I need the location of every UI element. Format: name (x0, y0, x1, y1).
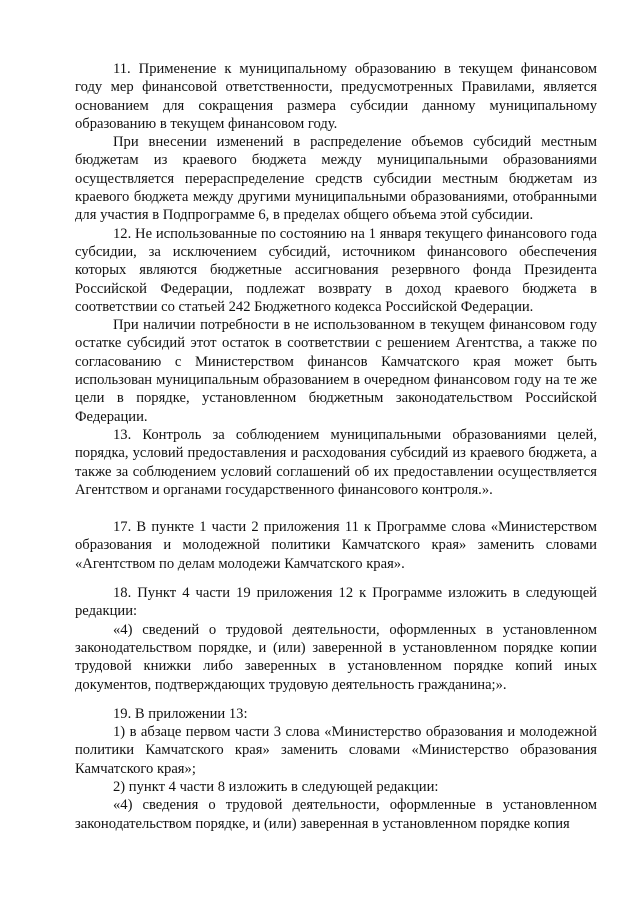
paragraph-12-unused-subsidies: 12. Не использованные по состоянию на 1 января текущего финансового года субсидии, за исключением субсидий, источником финансового обеспечения которых являются бюджетные ассигнования резервного фонда Президента Российской Федерации, подлежат возврату в доход краевого бюджета в соответствии со статьей 242 Бюджетного кодекса Российской Федерации. (75, 225, 597, 315)
paragraph-item-19: 19. В приложении 13: (113, 705, 248, 722)
paragraph-item-19-1: 1) в абзаце первом части 3 слова «Министерство образования и молодежной политики Камчатского края» заменить словами «Министерство образования Камчатского края»; (75, 724, 597, 777)
paragraph-item-19-2: 2) пункт 4 части 8 изложить в следующей редакции: (113, 778, 439, 795)
paragraph-item-18: 18. Пункт 4 части 19 приложения 12 к Программе изложить в следующей редакции: (75, 585, 597, 620)
paragraph-item-17: 17. В пункте 1 части 2 приложения 11 к Программе слова «Министерством образования и молодежной политики Камчатского края» заменить словами «Агентством по делам молодежи Камчатского края». (75, 519, 597, 572)
paragraph-item-19-2-text: «4) сведения о трудовой деятельности, оформленные в установленном законодательством порядке, и (или) заверенная в установленном порядке копия (75, 797, 597, 832)
document-page (75, 60, 597, 833)
paragraph-item-18-text: «4) сведений о трудовой деятельности, оформленных в установленном законодательством порядке, и (или) заверенной в установленном порядке копии трудовой книжки либо заверенных в установленном порядке копий иных документов, подтверждающих трудовую деятельность гражданина;». (75, 621, 597, 693)
paragraph-13-control: 13. Контроль за соблюдением муниципальными образованиями целей, порядка, условий предоставления и расходования субсидий из краевого бюджета, а также за соблюдением условий соглашений об их предоставлении осуществляется Агентством и органами государственного финансового контроля.». (75, 426, 597, 498)
paragraph-remaining-balance: При наличии потребности в не использованном в текущем финансовом году остатке субсидий этот остаток в соответствии с решением Агентства, а также по согласованию с Министерством финансов Камчатского края может быть использован муниципальным образованием в очередном финансовом году на те же цели в порядке, установленном бюджетным законодательством Российской Федерации. (75, 317, 597, 425)
paragraph-redistribution: При внесении изменений в распределение объемов субсидий местным бюджетам из краевого бюджета между муниципальными образованиями осуществляется перераспределение средств субсидии местным бюджетам из краевого бюджета между другими муниципальными образованиями, отобранными для участия в Подпрограмме 6, в пределах общего объема этой субсидии. (75, 134, 597, 224)
paragraph-11-sanctions: 11. Применение к муниципальному образованию в текущем финансовом году мер финансовой ответственности, предусмотренных Правилами, является основанием для сокращения размера субсидии данному муниципальному образованию в текущем финансовом году. (75, 61, 597, 132)
